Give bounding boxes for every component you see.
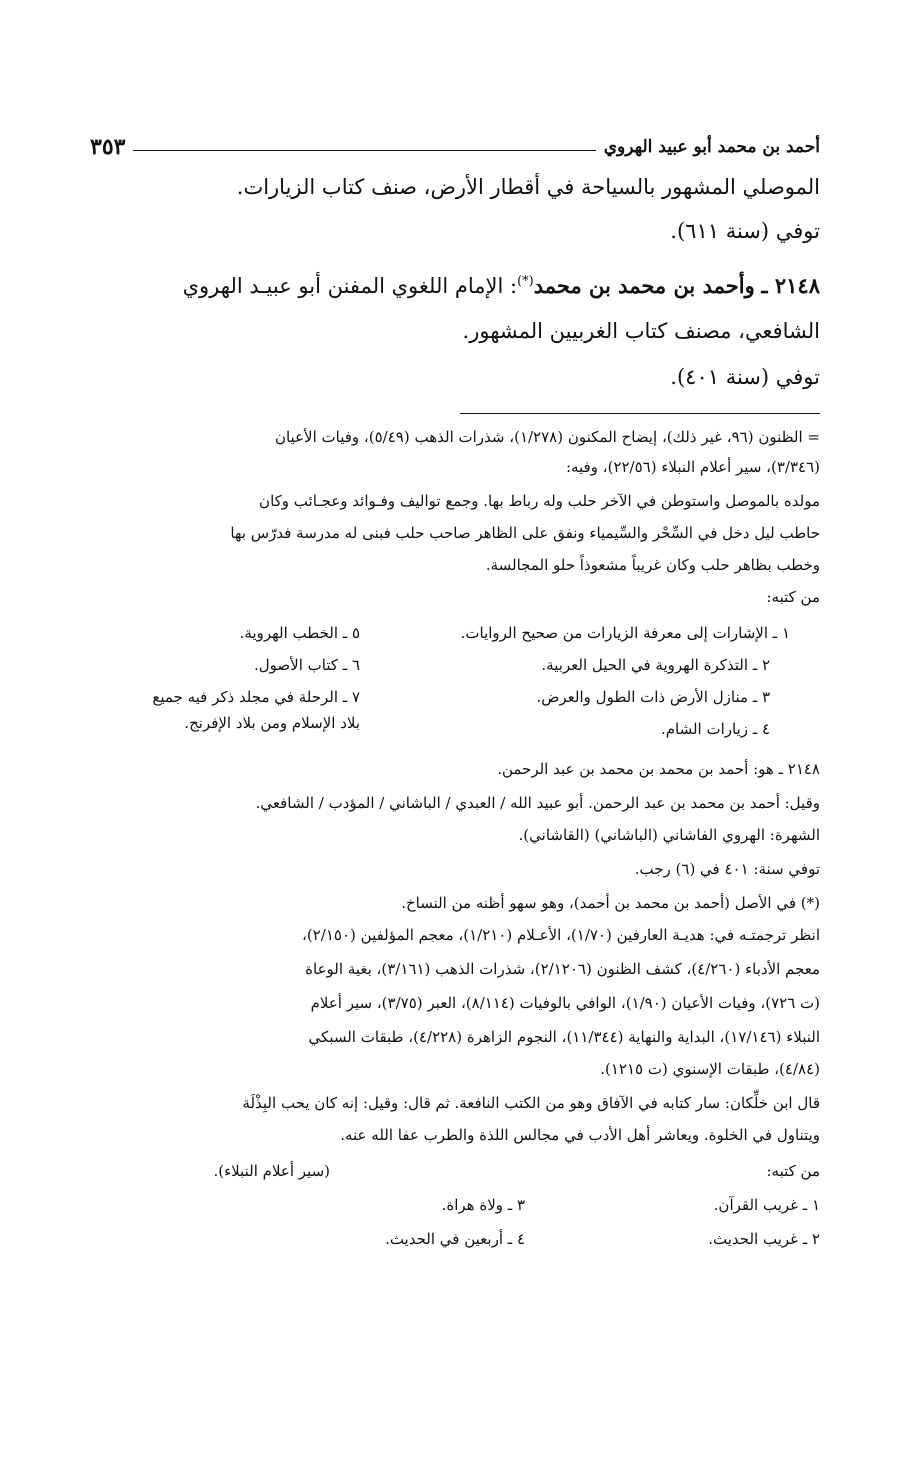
main-line: توفي (سنة ٤٠١). [670, 365, 820, 389]
footnote-line: ٢١٤٨ ـ هو: أحمد بن محمد بن محمد بن عبد الرحمن. [497, 760, 820, 778]
footnote-line: وخطب بظاهر حلب وكان غريباً مشعوذاً حلو المجالسة. [485, 556, 820, 574]
book-list-item: ١ ـ غريب القرآن. [713, 1196, 820, 1214]
footnote-line: (٤/٨٤)، طبقات الإسنوي (ت ١٢١٥). [600, 1060, 820, 1078]
main-line: الشافعي، مصنف كتاب الغربيين المشهور. [462, 319, 820, 343]
main-line: توفي (سنة ٦١١). [670, 219, 820, 243]
footnote-line: (٣/٣٤٦)، سير أعلام النبلاء (٢٢/٥٦)، وفيه: [565, 458, 820, 476]
footnote-line: = الظنون (٩٦، غير ذلك)، إيضاح المكنون (١/٢٧٨)، شذرات الذهب (٥/٤٩)، وفيات الأعيان [274, 428, 820, 446]
entry-rest: : الإمام اللغوي المفنن أبو عبيـد الهروي [182, 274, 518, 298]
book-list-item: ١ ـ الإشارات إلى معرفة الزيارات من صحيح الروايات. [460, 624, 790, 642]
running-title: أحمد بن محمد أبو عبيد الهروي [603, 137, 820, 157]
footnote-line: معجم الأدباء (٤/٢٦٠)، كشف الظنون (٢/١٢٠٦)، شذرات الذهب (٣/١٦١)، بغية الوعاة [305, 960, 820, 978]
book-list-item: بلاد الإسلام ومن بلاد الإفرنج. [184, 714, 360, 732]
footnote-line: ويتناول في الخلوة. ويعاشر أهل الأدب في مجالس اللذة والطرب عفا الله عنه. [340, 1126, 820, 1144]
footnote-line: من كتبه: [766, 588, 820, 606]
book-list-item: ٢ ـ غريب الحديث. [708, 1230, 820, 1248]
page-number: ٣٥٣ [90, 134, 126, 160]
footnote-line: قال ابن خلِّكان: سار كتابه في الآفاق وهو من الكتب النافعة. ثم قال: وقيل: إنه كان يحب البِذْلَة [242, 1094, 820, 1112]
entry-name: وأحمد بن محمد بن محمد [533, 273, 755, 298]
footnote-line: (*) في الأصل (أحمد بن محمد بن أحمد)، وهو سهو أظنه من النساخ. [401, 894, 820, 912]
footnote-line: حاطب ليل دخل في السِّحْر والسِّيمياء ونفق على الظاهر صاحب حلب فبنى له مدرسة فدرّس بها [230, 524, 820, 542]
book-list-item: ٥ ـ الخطب الهروية. [239, 624, 360, 642]
page-header [90, 132, 820, 162]
footnote-line: وقيل: أحمد بن محمد بن عبد الرحمن. أبو عبيد الله / العبدي / الباشاني / المؤدب / الشافعي. [255, 794, 820, 812]
footnote-line: (ت ٧٢٦)، وفيات الأعيان (١/٩٠)، الوافي بالوفيات (٨/١١٤)، العبر (٣/٧٥)، سير أعلام [310, 994, 820, 1012]
footnote-line: توفي سنة: ٤٠١ في (٦) رجب. [634, 860, 820, 878]
source-citation: (سير أعلام النبلاء). [213, 1162, 330, 1180]
footnote-separator [460, 413, 820, 414]
footnote-line: انظر ترجمتـه في: هديـة العارفين (١/٧٠)، الأعـلام (١/٢١٠)، معجم المؤلفين (٢/١٥٠)، [302, 926, 820, 944]
header-rule [133, 150, 595, 151]
main-line: الموصلي المشهور بالسياحة في أقطار الأرض، صنف كتاب الزيارات. [236, 175, 820, 199]
book-list-item: ٢ ـ التذكرة الهروية في الحيل العربية. [541, 656, 770, 674]
book-list-item: ٤ ـ أربعين في الحديث. [385, 1230, 525, 1248]
book-list-item: ٣ ـ منازل الأرض ذات الطول والعرض. [536, 688, 770, 706]
book-list-item: ٦ ـ كتاب الأصول. [254, 656, 360, 674]
book-list-item: ٤ ـ زيارات الشام. [660, 720, 770, 738]
footnote-mark: (*) [517, 274, 534, 289]
footnote-line: الشهرة: الهروي الفاشاني (الباشاني) (القاشاني). [518, 826, 820, 844]
entry-heading [90, 273, 820, 298]
footnote-line: النبلاء (١٧/١٤٦)، البداية والنهاية (١١/٣٤٤)، النجوم الزاهرة (٤/٢٢٨)، طبقات السبكي [308, 1028, 820, 1046]
book-list-item: ٧ ـ الرحلة في مجلد ذكر فيه جميع [152, 688, 360, 706]
footnote-line: مولده بالموصل واستوطن في الآخر حلب وله رباط بها. وجمع تواليف وفـوائد وعجـائب وكان [259, 492, 820, 510]
footnote-line: من كتبه: [766, 1162, 820, 1180]
book-list-item: ٣ ـ ولاة هراة. [441, 1196, 525, 1214]
entry-number: ٢١٤٨ ـ [761, 273, 820, 298]
